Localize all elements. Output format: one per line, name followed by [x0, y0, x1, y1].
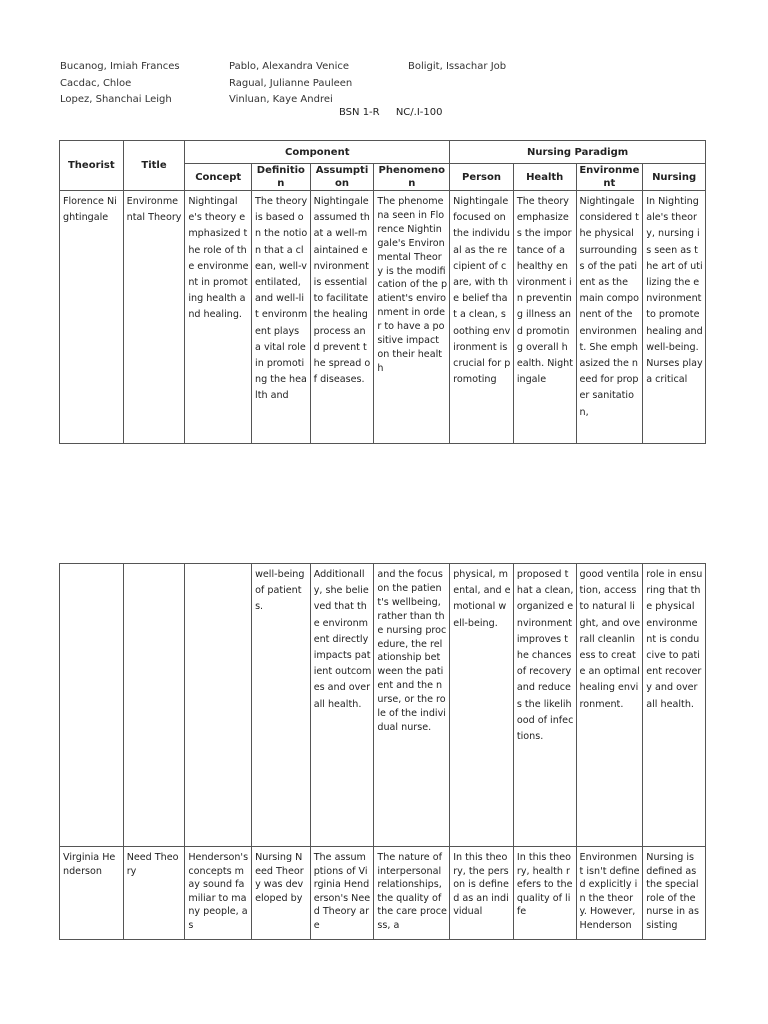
cell-health: In this theory, health refers to the quality of life — [513, 847, 576, 940]
header-person: Person — [450, 164, 514, 191]
cell-person: physical, mental, and emotional well-being. — [450, 564, 514, 847]
header-nursing: Nursing — [643, 164, 706, 191]
cell-person: Nightingale focused on the individual as the recipient of care, with the belief that a clean, soothing environment is crucial for promoting — [450, 191, 514, 444]
header-nursing-paradigm: Nursing Paradigm — [450, 141, 706, 164]
header-theorist: Theorist — [60, 141, 124, 191]
cell-phenomenon: and the focus on the patient's wellbeing, rather than the nursing procedure, the relationship between the patient and the nurse, or the role of the individual nurse. — [374, 564, 450, 847]
cell-assumption: The assumptions of Virginia Henderson's Need Theory are — [310, 847, 374, 940]
cell-environment: Environment isn't defined explicitly in the theory. However, Henderson — [576, 847, 643, 940]
header-health: Health — [513, 164, 576, 191]
author-name: Boligit, Issachar Job — [408, 61, 507, 72]
table-row — [60, 847, 706, 940]
cell-title — [123, 564, 185, 847]
cell-concept: Nightingale's theory emphasized the role of the environment in promoting health and healing. — [185, 191, 252, 444]
group-label: NC/.I-100 — [395, 107, 443, 118]
cell-health: proposed that a clean, organized environment improves the chances of recovery and reduces the likelihood of infections. — [513, 564, 576, 847]
cell-environment: Nightingale considered the physical surroundings of the patient as the main component of the environment. She emphasized the need for proper sanitation, — [576, 191, 643, 444]
theories-table-page-2 — [59, 563, 706, 940]
cell-health: The theory emphasizes the importance of a healthy environment in preventing illness and promoting overall health. Nightingale — [513, 191, 576, 444]
course-label: BSN 1-R — [339, 107, 380, 118]
cell-assumption: Additionally, she believed that the environment directly impacts patient outcomes and overall health. — [310, 564, 374, 847]
cell-theorist: Florence Nightingale — [60, 191, 124, 444]
author-name: Lopez, Shanchai Leigh — [60, 94, 172, 105]
cell-theorist — [60, 564, 124, 847]
author-name: Cacdac, Chloe — [60, 77, 132, 89]
author-name: Pablo, Alexandra Venice — [229, 61, 350, 72]
section-info — [339, 107, 455, 118]
cell-nursing: In Nightingale's theory, nursing is seen as the art of utilizing the environment to promote healing and well-being. Nurses play a critical — [643, 191, 706, 444]
author-list-column-1 — [60, 59, 180, 109]
cell-concept — [185, 564, 252, 847]
table-row — [60, 191, 706, 444]
cell-nursing: Nursing is defined as the special role of the nurse in assisting — [643, 847, 706, 940]
header-definition: Definition — [252, 164, 311, 191]
table-row — [60, 564, 706, 847]
author-name: Vinluan, Kaye Andrei — [229, 94, 333, 105]
author-name: Ragual, Julianne Pauleen — [229, 77, 353, 89]
cell-phenomenon: The phenomena seen in Florence Nightingale's Environmental Theory is the modification of the patient's environment in order to have a positive impact on their health — [374, 191, 450, 444]
header-title: Title — [123, 141, 185, 191]
cell-title: Need Theory — [123, 847, 185, 940]
cell-theorist: Virginia Henderson — [60, 847, 124, 940]
cell-definition: well-being of patients. — [252, 564, 311, 847]
cell-concept: Henderson's concepts may sound familiar to many people, as — [185, 847, 252, 940]
header-environment: Environment — [576, 164, 643, 191]
cell-assumption: Nightingale assumed that a well-maintained environment is essential to facilitate the healing process and prevent the spread of diseases. — [310, 191, 374, 444]
author-list-column-3 — [408, 59, 506, 76]
cell-phenomenon: The nature of interpersonal relationships, the quality of the care process, a — [374, 847, 450, 940]
theories-table-page-1 — [59, 140, 706, 444]
cell-environment: good ventilation, access to natural light, and overall cleanliness to create an optimal healing environment. — [576, 564, 643, 847]
cell-title: Environmental Theory — [123, 191, 185, 444]
header-assumption: Assumption — [310, 164, 374, 191]
header-component: Component — [185, 141, 450, 164]
author-name: Bucanog, Imiah Frances — [60, 61, 180, 72]
header-concept: Concept — [185, 164, 252, 191]
cell-definition: Nursing Need Theory was developed by — [252, 847, 311, 940]
author-list-column-2 — [229, 59, 352, 109]
header-phenomenon: Phenomenon — [374, 164, 450, 191]
cell-definition: The theory is based on the notion that a clean, well-ventilated, and well-lit environment plays a vital role in promoting the health and — [252, 191, 311, 444]
cell-person: In this theory, the person is defined as an individual — [450, 847, 514, 940]
cell-nursing: role in ensuring that the physical environment is conducive to patient recovery and overall health. — [643, 564, 706, 847]
